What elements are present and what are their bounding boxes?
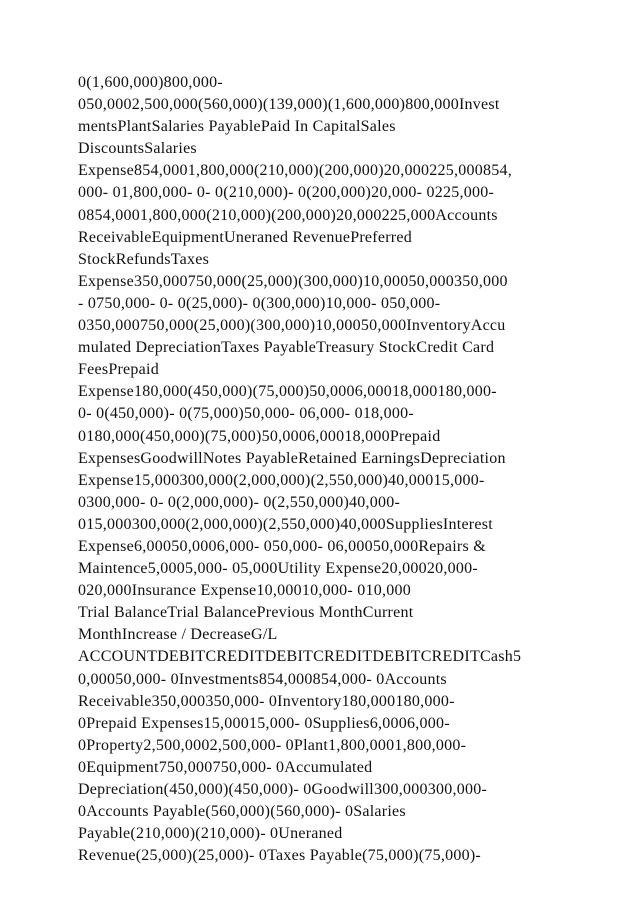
text-line: - 0750,000- 0- 0(25,000)- 0(300,000)10,000- 050,000- [78,294,441,312]
text-line: Expense15,000300,000(2,000,000)(2,550,000)40,00015,000- [78,471,485,489]
text-line: MonthIncrease / DecreaseG/L [78,626,278,644]
text-line: ACCOUNTDEBITCREDITDEBITCREDITDEBITCREDITCash5 [78,648,522,666]
text-line: 020,000Insurance Expense10,00010,000- 010,000 [78,582,411,600]
text-line: 0854,0001,800,000(210,000)(200,000)20,000225,000Accounts [78,206,498,224]
document-page [78,72,578,867]
text-line: 0300,000- 0- 0(2,000,000)- 0(2,550,000)40,000- [78,493,401,511]
text-line: 0Prepaid Expenses15,00015,000- 0Supplies6,0006,000- [78,714,450,732]
text-line: Revenue(25,000)(25,000)- 0Taxes Payable(75,000)(75,000)- [78,847,481,865]
text-line: 0Accounts Payable(560,000)(560,000)- 0Salaries [78,803,406,821]
text-line: Maintence5,0005,000- 05,000Utility Expense20,00020,000- [78,560,478,578]
text-line: ExpensesGoodwillNotes PayableRetained EarningsDepreciation [78,449,506,467]
text-line: 0,00050,000- 0Investments854,000854,000- 0Accounts [78,670,447,688]
text-line: mulated DepreciationTaxes PayableTreasury StockCredit Card [78,339,495,357]
text-line: 0180,000(450,000)(75,000)50,0006,00018,000Prepaid [78,427,441,445]
text-line: 0350,000750,000(25,000)(300,000)10,00050,000InventoryAccu [78,317,506,335]
text-line: 0- 0(450,000)- 0(75,000)50,000- 06,000- 018,000- [78,405,414,423]
text-line: Depreciation(450,000)(450,000)- 0Goodwill300,000300,000- [78,781,488,798]
text-line: Expense6,00050,0006,000- 050,000- 06,00050,000Repairs & [78,537,486,555]
text-line: Payable(210,000)(210,000)- 0Uneraned [78,825,343,843]
text-line: StockRefundsTaxes [78,250,210,268]
text-line: 0Equipment750,000750,000- 0Accumulated [78,758,373,776]
text-line: Expense350,000750,000(25,000)(300,000)10,00050,000350,000 [78,272,508,290]
text-line: FeesPrepaid [78,361,159,379]
text-line: 0Property2,500,0002,500,000- 0Plant1,800,0001,800,000- [78,736,467,754]
text-line: 0(1,600,000)800,000- [78,74,223,91]
text-line: 050,0002,500,000(560,000)(139,000)(1,600,000)800,000Invest [78,96,500,114]
text-line: ReceivableEquipmentUneraned RevenuePreferred [78,228,412,246]
text-line: 000- 01,800,000- 0- 0(210,000)- 0(200,000)20,000- 0225,000- [78,184,495,202]
text-line: Receivable350,000350,000- 0Inventory180,000180,000- [78,692,455,710]
text-line: Expense180,000(450,000)(75,000)50,0006,00018,000180,000- [78,383,497,401]
text-line: Trial BalanceTrial BalancePrevious MonthCurrent [78,604,414,622]
text-line: DiscountsSalaries [78,140,197,158]
text-line: 015,000300,000(2,000,000)(2,550,000)40,000SuppliesInterest [78,515,493,533]
text-line: mentsPlantSalaries PayablePaid In CapitalSales [78,118,396,136]
text-line: Expense854,0001,800,000(210,000)(200,000)20,000225,000854, [78,162,513,180]
